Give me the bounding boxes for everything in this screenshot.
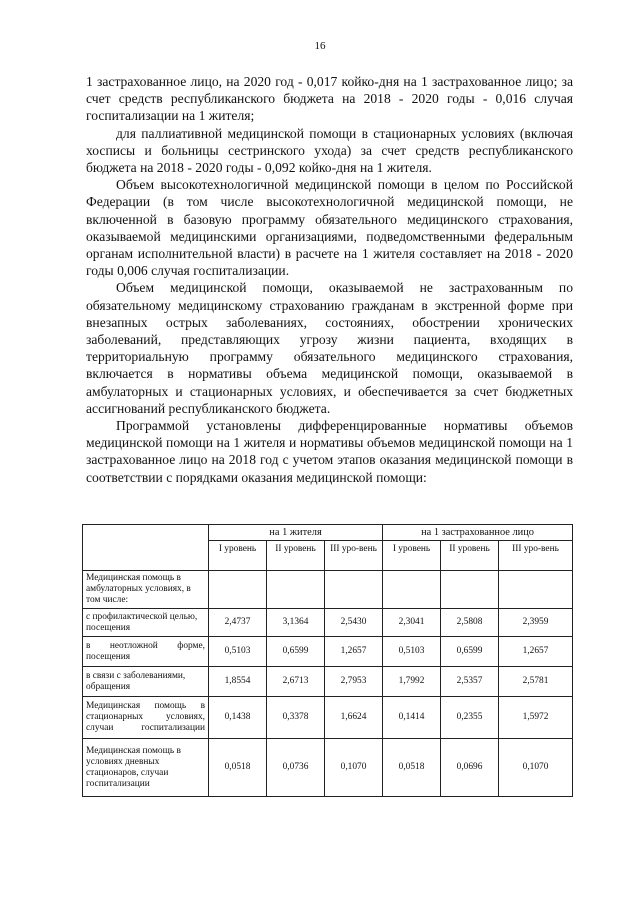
table-row [83, 739, 573, 797]
table-cell: 1,2657 [499, 637, 573, 667]
table-cell: 0,1438 [209, 697, 267, 739]
table-cell: 0,1414 [383, 697, 441, 739]
table-cell: 2,7953 [325, 667, 383, 697]
table-cell: 2,4737 [209, 609, 267, 637]
row-label: в связи с заболеваниями, обращения [83, 667, 209, 697]
table-cell: 1,8554 [209, 667, 267, 697]
level-header: I уровень [209, 541, 267, 571]
table-cell: 0,1070 [325, 739, 383, 797]
table-cell: 0,0696 [441, 739, 499, 797]
table-row [83, 609, 573, 637]
table-corner-cell [83, 525, 209, 571]
table-cell: 2,6713 [267, 667, 325, 697]
body-text [86, 73, 573, 486]
table-cell [383, 571, 441, 609]
table-cell: 1,2657 [325, 637, 383, 667]
table-cell: 0,3378 [267, 697, 325, 739]
table-cell: 2,5808 [441, 609, 499, 637]
level-header: II уровень [441, 541, 499, 571]
table-cell: 0,2355 [441, 697, 499, 739]
level-header: I уровень [383, 541, 441, 571]
row-label: в неотложной форме, посещения [83, 637, 209, 667]
table-row [83, 667, 573, 697]
table-cell: 0,5103 [383, 637, 441, 667]
table-cell [267, 571, 325, 609]
row-label: Медицинская помощь в стационарных условиях, случаи госпитализации [83, 697, 209, 739]
header-per-resident: на 1 жителя [209, 525, 383, 541]
paragraph: Объем высокотехнологичной медицинской помощи в целом по Российской Федерации (в том числе высокотехнологичной медицинской помощи, не включенной в базовую программу обязательного медицинского страхования, оказываемой медицинскими организациями, подведомственными федеральным органам исполнительной власти) в расчете на 1 жителя составляет на 2018 - 2020 годы 0,006 случая госпитализации. [86, 177, 573, 279]
norms-table [82, 524, 573, 797]
table-row [83, 697, 573, 739]
table-cell: 0,6599 [441, 637, 499, 667]
table-cell: 2,3041 [383, 609, 441, 637]
table-cell: 0,1070 [499, 739, 573, 797]
header-per-insured: на 1 застрахованное лицо [383, 525, 573, 541]
table-cell: 2,5430 [325, 609, 383, 637]
table-cell [499, 571, 573, 609]
table-cell: 1,7992 [383, 667, 441, 697]
paragraph: для паллиативной медицинской помощи в стационарных условиях (включая хосписы и больницы сестринского ухода) за счет средств республиканского бюджета на 2018 - 2020 годы - 0,092 койко-дня на 1 жителя. [86, 125, 573, 176]
table-row [83, 571, 573, 609]
table-cell: 0,0736 [267, 739, 325, 797]
level-header: II уровень [267, 541, 325, 571]
row-label: Медицинская помощь в амбулаторных условиях, в том числе: [83, 571, 209, 609]
table-cell: 3,1364 [267, 609, 325, 637]
row-label: с профилактической целью, посещения [83, 609, 209, 637]
table-cell: 0,5103 [209, 637, 267, 667]
page-number: 16 [314, 40, 326, 52]
level-header: III уро-вень [325, 541, 383, 571]
table-cell: 0,6599 [267, 637, 325, 667]
paragraph: Объем медицинской помощи, оказываемой не застрахованным по обязательному медицинскому страхованию гражданам в экстренной форме при внезапных острых заболеваниях, состояниях, обострении хронических заболеваний, представляющих угрозу жизни пациента, входящих в территориальную программу обязательного медицинского страхования, включается в нормативы объема медицинской помощи, оказываемой в амбулаторных и стационарных условиях, и обеспечивается за счет бюджетных ассигнований республиканского бюджета. [86, 280, 573, 416]
table-cell: 2,3959 [499, 609, 573, 637]
table-cell: 2,5357 [441, 667, 499, 697]
table-cell: 0,0518 [383, 739, 441, 797]
paragraph: Программой установлены дифференцированные нормативы объемов медицинской помощи на 1 жителя и нормативы объемов медицинской помощи на 1 застрахованное лицо на 2018 год с учетом этапов оказания медицинской помощи в соответствии с порядками оказания медицинской помощи: [86, 418, 573, 485]
table-cell: 1,5972 [499, 697, 573, 739]
table-cell: 2,5781 [499, 667, 573, 697]
table-cell [441, 571, 499, 609]
row-label: Медицинская помощь в условиях дневных стационаров, случаи госпитализации [83, 739, 209, 797]
table-cell: 0,0518 [209, 739, 267, 797]
table-row [83, 637, 573, 667]
paragraph: 1 застрахованное лицо, на 2020 год - 0,017 койко-дня на 1 застрахованное лицо; за счет средств республиканского бюджета на 2018 - 2020 годы - 0,016 случая госпитализации на 1 жителя; [86, 74, 573, 124]
table-cell [209, 571, 267, 609]
table-cell [325, 571, 383, 609]
level-header: III уро-вень [499, 541, 573, 571]
table-cell: 1,6624 [325, 697, 383, 739]
